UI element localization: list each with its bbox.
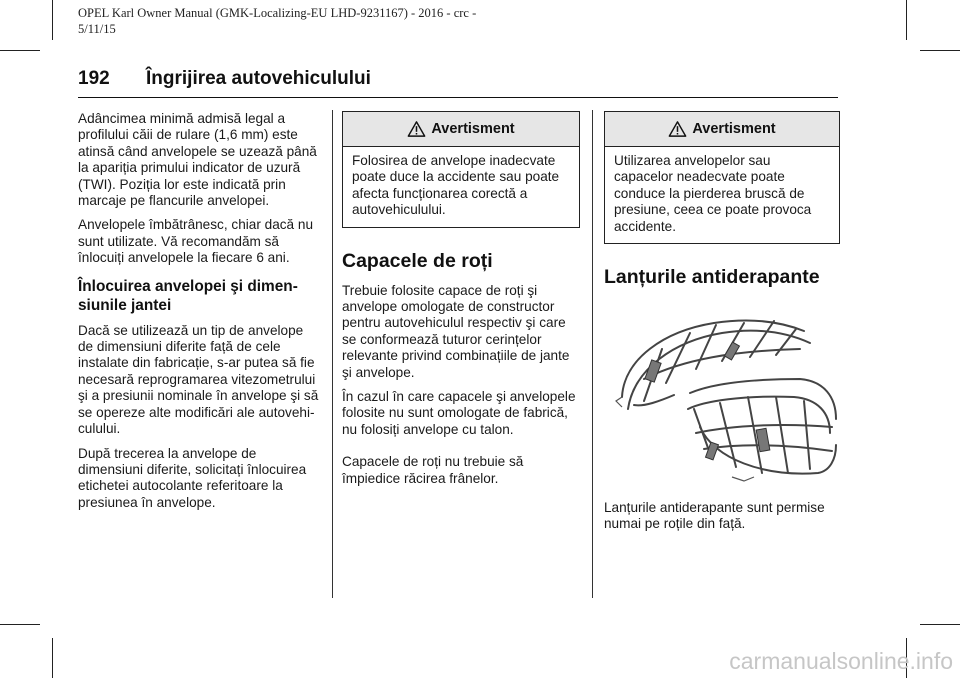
column-middle xyxy=(342,111,580,495)
warning-header xyxy=(605,112,839,147)
crop-mark xyxy=(0,50,40,51)
warning-title: Avertisment xyxy=(431,121,515,137)
paragraph: Dacă se utilizează un tip de anvelope de dimensiuni diferite față de cele instalate din fabricație, s-ar putea să fie necesară reprogramarea vitezometrului şi a presiunii nominale în anvelope şi să se opereze alte modificări ale autovehiculului. xyxy=(78,322,319,437)
paragraph: Trebuie folosite capace de roți şi anvelope omologate de constructor pentru autovehiculul respectiv şi care se conformează tuturor cerințelor relevante privind combinațiile de jante şi anvelope. xyxy=(342,282,570,380)
snow-chains-illustration xyxy=(604,309,840,485)
warning-triangle-icon xyxy=(668,120,687,138)
document-source-info xyxy=(78,5,558,37)
paragraph: În cazul în care capacele şi anvelopele folosite nu sunt omologate de fabrică, nu folosiți anvelope cu talon. xyxy=(342,389,576,437)
header-divider xyxy=(78,97,838,98)
column-divider xyxy=(592,110,593,598)
watermark: carmanualsonline.info xyxy=(729,648,953,674)
warning-triangle-icon xyxy=(407,120,426,138)
warning-box xyxy=(342,111,580,228)
figure-caption: Lanțurile antiderapante sunt permise numai pe roțile din față. xyxy=(604,500,825,532)
page-title: Îngrijirea autovehiculului xyxy=(146,68,371,89)
section-heading: Capacele de roți xyxy=(342,249,493,272)
crop-mark xyxy=(0,624,40,625)
paragraph: Capacele de roți nu trebuie să împiedice răcirea frânelor. xyxy=(342,454,524,486)
warning-text: Folosirea de anvelope inadecvate poate duce la accidente sau poate afecta funcționarea corectă a autovehiculului. xyxy=(352,153,560,218)
source-line: OPEL Karl Owner Manual (GMK-Localizing-EU LHD-9231167) - 2016 - crc - xyxy=(78,6,477,20)
crop-mark xyxy=(920,624,960,625)
warning-box xyxy=(604,111,840,244)
warning-text: Utilizarea anvelopelor sau capacelor neadecvate poate conduce la pierderea bruscă de presiune, ceea ce poate provoca accidente. xyxy=(614,153,812,234)
crop-mark xyxy=(906,0,907,40)
page-header xyxy=(78,68,838,90)
crop-mark xyxy=(920,50,960,51)
crop-mark xyxy=(52,638,53,678)
crop-mark xyxy=(52,0,53,40)
section-heading: Lanțurile antiderapante xyxy=(604,266,820,289)
column-right xyxy=(604,111,840,533)
paragraph: Adâncimea minimă admisă legal a profilului căii de rulare (1,6 mm) este atinsă când anvelopele se uzează până la apariția primului indicator de uzură (TWI). Poziția lor este indicată prin marcaje pe flancurile anvelopei. xyxy=(78,111,317,209)
warning-title: Avertisment xyxy=(692,121,776,137)
column-left xyxy=(78,111,322,519)
page-number: 192 xyxy=(78,68,110,89)
source-date: 5/11/15 xyxy=(78,22,116,36)
section-heading: Înlocuirea anvelopei şi dimensiunile jantei xyxy=(78,277,298,314)
column-divider xyxy=(332,110,333,598)
paragraph: După trecerea la anvelope de dimensiuni diferite, solicitați înlocuirea etichetei autocolante referitoare la presiunea în anvelope. xyxy=(78,445,307,510)
paragraph: Anvelopele îmbătrânesc, chiar dacă nu sunt utilizate. Vă recomandăm să înlocuiți anvelopele la fiecare 6 ani. xyxy=(78,217,314,266)
warning-header xyxy=(343,112,579,147)
